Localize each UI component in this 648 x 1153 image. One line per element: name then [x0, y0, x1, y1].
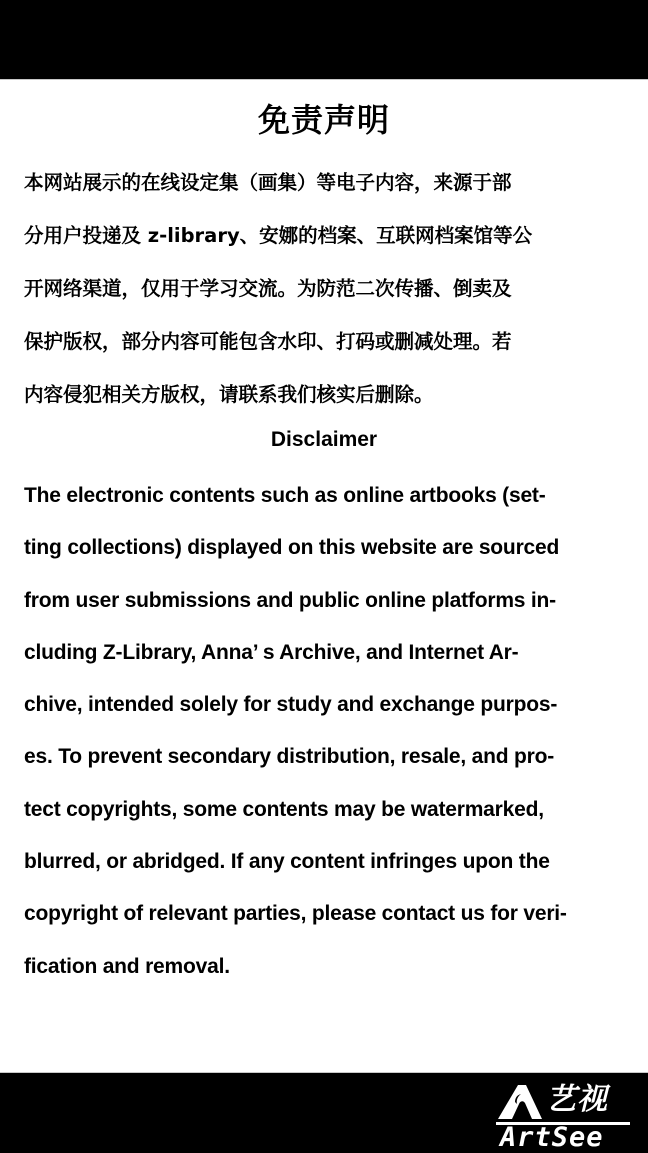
top-black-bar: [0, 0, 648, 80]
artsee-a-logo-icon: [498, 1085, 542, 1119]
cn-text-line: 开网络渠道，仅用于学习交流。为防范二次传播、倒卖及: [24, 277, 512, 300]
cn-text-line: 保护版权，部分内容可能包含水印、打码或删减处理。若: [24, 330, 512, 353]
en-text-line: ting collections) displayed on this website are sourced: [24, 536, 560, 560]
disclaimer-body-en: [24, 470, 634, 993]
cn-text-line: 本网站展示的在线设定集（画集）等电子内容，来源于部: [24, 171, 512, 194]
en-text-line: cluding Z-Library, Anna’ s Archive, and Internet Ar-: [24, 640, 519, 664]
artsee-logo: [496, 1082, 630, 1153]
en-text-line: es. To prevent secondary distribution, resale, and pro-: [24, 745, 555, 769]
disclaimer-document: [0, 80, 648, 1072]
logo-name-en: ArtSee: [500, 1122, 604, 1153]
cn-text-line: 分用户投递及 z-library、安娜的档案、互联网档案馆等公: [24, 224, 533, 247]
en-text-line: tect copyrights, some contents may be watermarked,: [24, 797, 544, 821]
disclaimer-body-cn: [24, 156, 624, 421]
en-text-line: fication and removal.: [24, 954, 230, 978]
en-text-line: The electronic contents such as online artbooks (set-: [24, 484, 546, 507]
en-text-line: blurred, or abridged. If any content infringes upon the: [24, 850, 550, 874]
bottom-black-bar: [0, 1072, 648, 1153]
cn-text-line: 内容侵犯相关方版权，请联系我们核实后删除。: [24, 383, 434, 406]
en-text-line: chive, intended solely for study and exchange purpos-: [24, 693, 558, 717]
logo-top-row: [498, 1083, 630, 1119]
en-text-line: from user submissions and public online platforms in-: [24, 588, 556, 612]
en-text-line: copyright of relevant parties, please contact us for veri-: [24, 902, 567, 926]
page-title-en: Disclaimer: [270, 428, 378, 451]
logo-name-cn: 艺视: [546, 1082, 608, 1117]
page-title-cn: 免责声明: [257, 101, 390, 139]
